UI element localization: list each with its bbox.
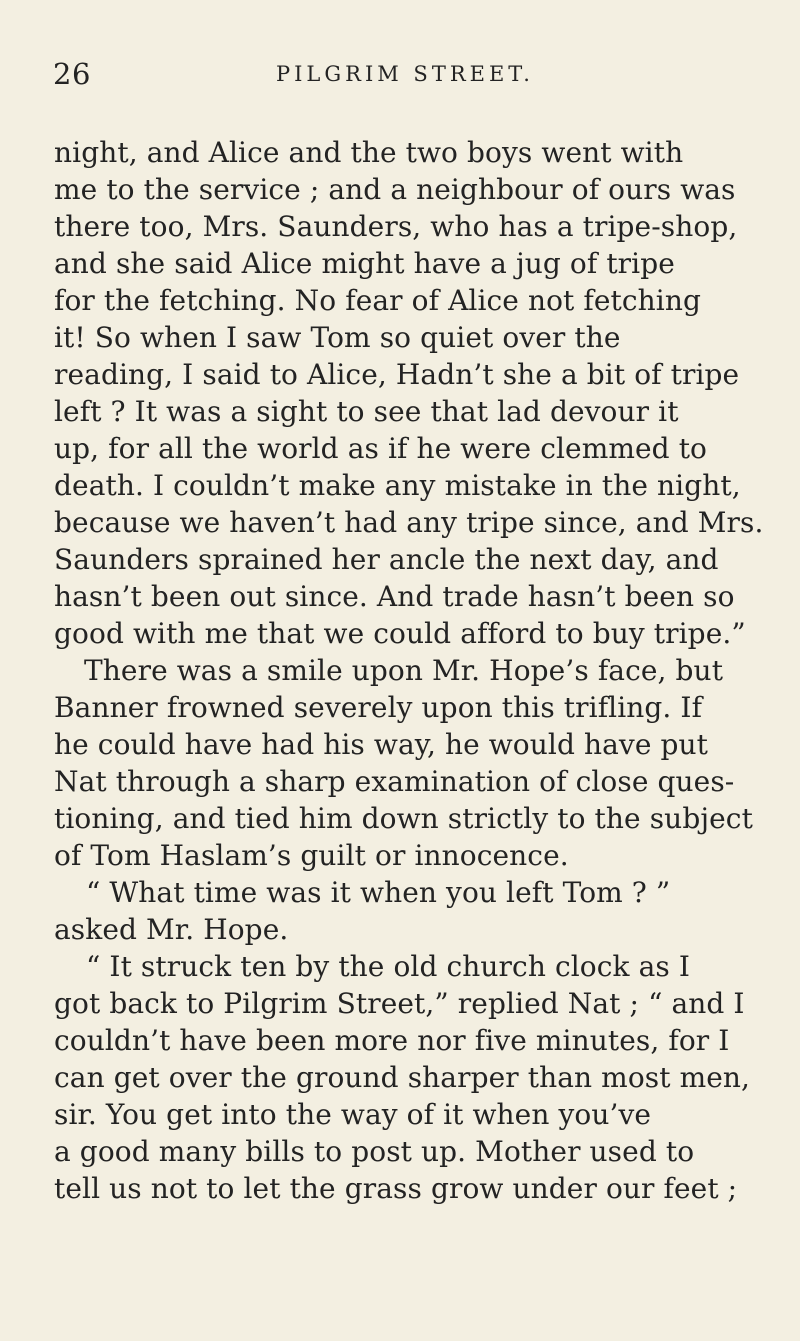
text-line: asked Mr. Hope.	[54, 913, 289, 946]
text-line: good with me that we could afford to buy tripe.”	[54, 617, 746, 650]
text-line: a good many bills to post up. Mother used to	[54, 1135, 695, 1168]
text-line: There was a smile upon Mr. Hope’s face, but	[84, 654, 724, 687]
text-line: can get over the ground sharper than most men,	[54, 1061, 751, 1094]
text-line: Saunders sprained her ancle the next day, and	[54, 543, 719, 576]
text-line: there too, Mrs. Saunders, who has a tripe-shop,	[54, 210, 738, 243]
text-line: left ? It was a sight to see that lad devour it	[54, 395, 679, 428]
text-line: Banner frowned severely upon this trifling. If	[54, 691, 703, 724]
text-line: he could have had his way, he would have put	[54, 728, 709, 761]
text-line: got back to Pilgrim Street,” replied Nat ; “ and I	[54, 987, 745, 1020]
text-line: it! So when I saw Tom so quiet over the	[54, 321, 621, 354]
text-line: Nat through a sharp examination of close ques-	[54, 765, 735, 798]
text-line: tioning, and tied him down strictly to the subject	[54, 802, 753, 835]
text-line: of Tom Haslam’s guilt or innocence.	[54, 839, 569, 872]
text-line: “ It struck ten by the old church clock as I	[86, 950, 691, 983]
text-line: because we haven’t had any tripe since, and Mrs.	[54, 506, 764, 539]
text-line: sir. You get into the way of it when you’ve	[54, 1098, 652, 1131]
text-line: couldn’t have been more nor five minutes, for I	[54, 1024, 730, 1057]
text-line: and she said Alice might have a jug of tripe	[54, 247, 675, 280]
text-line: reading, I said to Alice, Hadn’t she a bit of tripe	[54, 358, 740, 391]
text-line: “ What time was it when you left Tom ? ”	[86, 876, 671, 909]
running-head: PILGRIM STREET.	[276, 62, 534, 86]
text-line: up, for all the world as if he were clemmed to	[54, 432, 708, 465]
text-line: night, and Alice and the two boys went with	[54, 136, 684, 169]
text-line: tell us not to let the grass grow under our feet ;	[54, 1172, 738, 1205]
text-line: hasn’t been out since. And trade hasn’t been so	[54, 580, 735, 613]
text-line: death. I couldn’t make any mistake in the night,	[54, 469, 741, 502]
page-number: 26	[53, 57, 91, 91]
text-line: me to the service ; and a neighbour of ours was	[54, 173, 736, 206]
text-line: for the fetching. No fear of Alice not fetching	[54, 284, 702, 317]
